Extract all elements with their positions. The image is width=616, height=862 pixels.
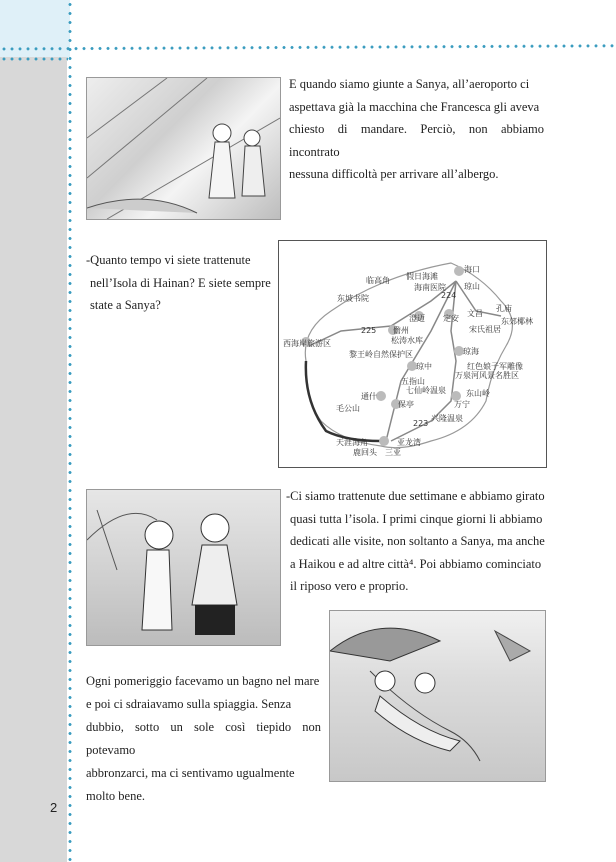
map-label: 万宁 xyxy=(454,400,470,409)
text-line: aspettava già la macchina che Francesca gli aveva xyxy=(289,99,540,114)
map-label: 东郊椰林 xyxy=(501,317,533,326)
map-label: 天涯海角 xyxy=(336,438,368,447)
map-label: 海口 xyxy=(464,265,480,274)
map-label: 三亚 xyxy=(385,448,401,457)
illustration-beach-girls xyxy=(86,489,281,646)
map-label: 红色娘子军雕像 xyxy=(467,362,523,371)
text-line: E quando siamo giunte a Sanya, all’aeroporto ci xyxy=(289,77,530,91)
page-number: 2 xyxy=(50,800,58,815)
text-line: abbronzarci, ma ci sentivamo ugualmente xyxy=(86,766,295,780)
map-label: 保亭 xyxy=(398,400,414,409)
map-label: 琼中 xyxy=(416,362,432,371)
illustration-airport xyxy=(86,77,281,220)
map-label: 鹿回头 xyxy=(353,448,377,457)
map-label: 定安 xyxy=(443,314,459,323)
map-label: 文昌 xyxy=(467,309,483,318)
road-number: 223 xyxy=(413,419,429,428)
map-label: 临高角 xyxy=(366,276,390,285)
margin-gray-block xyxy=(0,57,67,862)
paragraph-arrival xyxy=(289,73,544,186)
map-label: 琼山 xyxy=(464,282,480,291)
map-label: 海南医院 xyxy=(414,283,446,292)
text-line: chiesto di mandare. Perciò, non abbiamo incontrato xyxy=(289,122,544,159)
map-label: 万泉河风景名胜区 xyxy=(455,371,519,380)
map-label: 琼海 xyxy=(463,347,479,356)
dotted-border-margin xyxy=(0,57,68,61)
text-line: molto bene. xyxy=(86,789,146,803)
dotted-border-vertical xyxy=(68,0,72,862)
map-label: 黎王岭自然保护区 xyxy=(349,350,413,359)
map-label: 五指山 xyxy=(401,377,425,386)
paragraph-answer xyxy=(286,485,549,598)
map-label: 澄迈 xyxy=(409,314,425,323)
road-number: 224 xyxy=(441,291,457,300)
map-label: 毛公山 xyxy=(336,404,360,413)
text-line: -Ci siamo trattenute due settimane e abbiamo girato xyxy=(286,489,545,503)
map-label: 假日海滩 xyxy=(406,272,438,281)
map-label: 孔庙 xyxy=(496,304,512,313)
text-line: nell’Isola di Hainan? E siete sempre xyxy=(90,275,271,290)
text-line: quasi tutta l’isola. I primi cinque giorni li abbiamo xyxy=(290,511,543,526)
text-line: state a Sanya? xyxy=(90,298,161,312)
text-line: nessuna difficoltà per arrivare all’albergo. xyxy=(289,167,499,181)
paragraph-question xyxy=(86,249,271,317)
map-label: 宋氏祖居 xyxy=(469,325,501,334)
road-number: 225 xyxy=(361,326,377,335)
text-line: a Haikou e ad altre città⁴. Poi abbiamo cominciato xyxy=(290,556,542,571)
text-line: dubbio, sotto un sole così tiepido non potevamo xyxy=(86,720,321,757)
dotted-border-horizontal xyxy=(0,44,616,51)
map-label: 西海岸旅游区 xyxy=(283,339,331,348)
text-line: Ogni pomeriggio facevamo un bagno nel mare xyxy=(86,674,320,688)
text-line: il riposo vero e proprio. xyxy=(290,579,409,593)
map-label: 亚龙湾 xyxy=(397,438,421,447)
map-label: 通什 xyxy=(361,392,377,401)
illustration-sunbathing xyxy=(329,610,546,782)
map-label: 七仙岭温泉 xyxy=(406,386,446,395)
paragraph-beach xyxy=(86,670,321,808)
hainan-map xyxy=(278,240,547,468)
map-label: 儋州 xyxy=(393,326,409,335)
text-line: -Quanto tempo vi siete trattenute xyxy=(86,253,251,267)
map-label: 松涛水库 xyxy=(391,336,423,345)
map-label: 东坡书院 xyxy=(337,294,369,303)
map-label: 东山岭 xyxy=(466,389,490,398)
map-label: 兴隆温泉 xyxy=(431,414,463,423)
text-line: dedicati alle visite, non soltanto a Sanya, ma anche xyxy=(290,534,545,548)
text-line: e poi ci sdraiavamo sulla spiaggia. Senza xyxy=(86,697,292,711)
